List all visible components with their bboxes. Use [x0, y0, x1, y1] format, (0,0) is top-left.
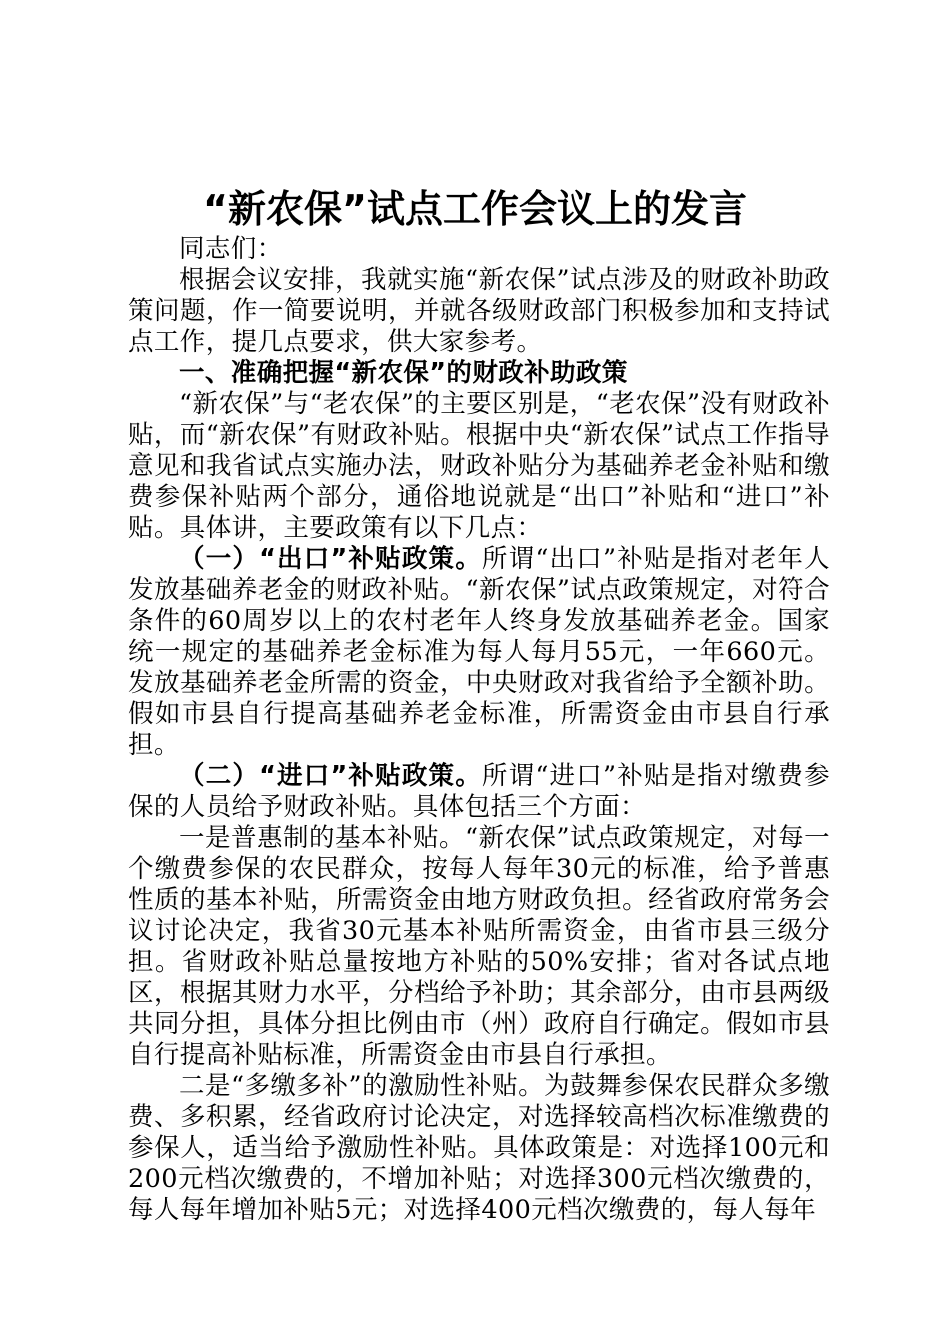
- salutation: 同志们：: [179, 234, 283, 264]
- subsection-2-lead: （二）“进口”补贴政策。: [179, 761, 482, 791]
- subsection-1-paragraph: [128, 544, 830, 761]
- document-body: [128, 234, 830, 1226]
- document-title: “新农保”试点工作会议上的发言: [203, 187, 747, 231]
- section-1-paragraph: “新农保”与“老农保”的主要区别是，“老农保”没有财政补贴，而“新农保”有财政补贴。根据中央“新农保”试点工作指导意见和我省试点实施办法，财政补贴分为基础养老金补贴和缴费参保补贴两个部分，通俗地说就是“出口”补贴和“进口”补贴。具体讲，主要政策有以下几点：: [128, 389, 830, 543]
- subsection-2-paragraph: [128, 761, 830, 823]
- subsection-1-text: 所谓“出口”补贴是指对老年人发放基础养老金的财政补贴。“新农保”试点政策规定，对符合条件的60周岁以上的农村老年人终身发放基础养老金。国家统一规定的基础养老金标准为每人每月55元，一年660元。发放基础养老金所需的资金，中央财政对我省给予全额补助。假如市县自行提高基础养老金标准，所需资金由市县自行承担。: [128, 544, 830, 760]
- subsection-2-text: 所谓“进口”补贴是指对缴费参保的人员给予财政补贴。具体包括三个方面：: [128, 761, 830, 822]
- point-1-paragraph: 一是普惠制的基本补贴。“新农保”试点政策规定，对每一个缴费参保的农民群众，按每人每年30元的标准，给予普惠性质的基本补贴，所需资金由地方财政负担。经省政府常务会议讨论决定，我省30元基本补贴所需资金，由省市县三级分担。省财政补贴总量按地方补贴的50%安排；省对各试点地区，根据其财力水平，分档给予补助；其余部分，由市县两级共同分担，具体分担比例由市（州）政府自行确定。假如市县自行提高补贴标准，所需资金由市县自行承担。: [128, 823, 830, 1070]
- point-2-paragraph: 二是“多缴多补”的激励性补贴。为鼓舞参保农民群众多缴费、多积累，经省政府讨论决定，对选择较高档次标准缴费的参保人，适当给予激励性补贴。具体政策是：对选择100元和200元档次缴费的，不增加补贴；对选择300元档次缴费的，每人每年增加补贴5元；对选择400元档次缴费的，每人每年: [128, 1071, 830, 1225]
- subsection-1-lead: （一）“出口”补贴政策。: [179, 544, 482, 574]
- section-heading-1: 一、准确把握“新农保”的财政补助政策: [179, 358, 628, 388]
- intro-paragraph: 根据会议安排，我就实施“新农保”试点涉及的财政补助政策问题，作一简要说明，并就各级财政部门积极参加和支持试点工作，提几点要求，供大家参考。: [128, 265, 830, 357]
